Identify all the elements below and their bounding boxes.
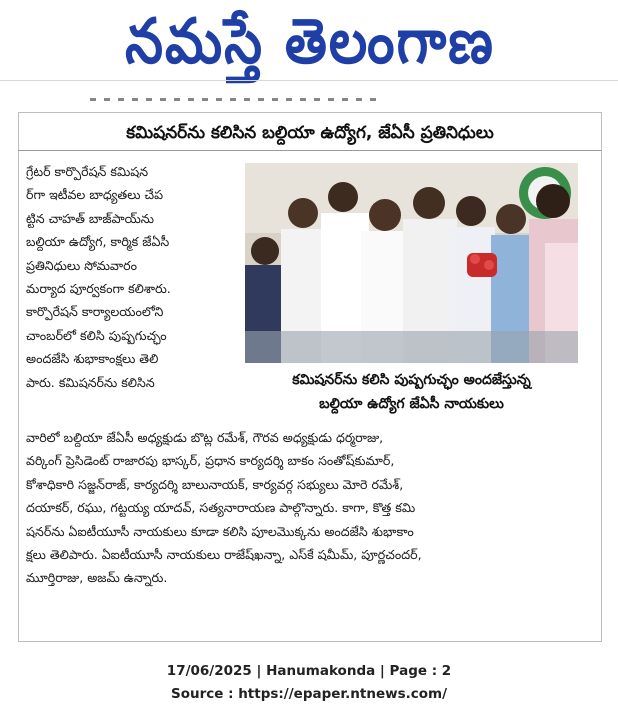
body-line: క్షలు తెలిపారు. ఏఐటీయూసీ నాయకులు రాజేష్‌ఖన్నా, ఎస్‌కే షమీమ్, పూర్ణచందర్, [26, 547, 422, 563]
column-line: మర్యాద పూర్వకంగా కలిశారు. [26, 281, 171, 297]
clipping-cut-mark [90, 98, 380, 101]
caption-line: కమిషనర్‌ను కలిసి పుష్పగుచ్ఛం అందజేస్తున్న [292, 372, 531, 388]
article-headline: కమిషనర్‌ను కలిసిన బల్దియా ఉద్యోగ, జేఏసీ ప్రతినిధులు [18, 116, 602, 151]
masthead-divider [0, 80, 618, 81]
body-line: వర్కింగ్ ప్రెసిడెంట్ రాజారపు భాస్కర్, ప్రధాన కార్యదర్శి బాకం సంతోష్‌కుమార్, [26, 453, 395, 469]
caption-line: బల్దియా ఉద్యోగ జేఏసీ నాయకులు [319, 396, 504, 412]
dateline: 17/06/2025 | Hanumakonda | Page : 2 [166, 663, 452, 679]
column-line: అందజేసి శుభాకాంక్షలు తెలి [26, 351, 159, 367]
article-column-text [26, 160, 248, 394]
newspaper-masthead: నమస్తే తెలంగాణ [125, 5, 495, 78]
body-line: వారిలో బల్దియా జేఏసీ అధ్యక్షుడు బొట్ల రమేశ్, గౌరవ అధ్యక్షుడు ధర్మరాజు, [26, 430, 384, 445]
column-line: పారు. కమిషనర్‌ను కలిసిన [26, 374, 155, 390]
column-line: ట్టిన చాహత్ బాజ్‌పాయ్‌ను [26, 210, 154, 226]
article-full-width-text [26, 426, 578, 590]
column-line: చాంబర్‌లో కలిసి పుష్పగుచ్ఛం [26, 327, 167, 343]
body-line: షనర్‌ను ఏఐటీయూసీ నాయకులు కూడా కలిసి పూలమొక్కను అందజేసి శుభాకాం [26, 523, 414, 539]
body-line: కోశాధికారి సజ్జన్‌రాజ్, కార్యదర్శి బాలునాయక్, కార్యవర్గ సభ్యులు మోరె రమేశ్, [26, 476, 404, 492]
body-line: దయాకర్, రఘు, గట్టయ్య యాదవ్, సత్యనారాయణ పాల్గొన్నారు. కాగా, కొత్త కమి [26, 500, 416, 516]
article-photo [245, 163, 578, 363]
column-line: ర్‌గా ఇటీవల బాధ్యతలు చేప [26, 187, 164, 203]
column-line: కార్పొరేషన్ కార్యాలయంలోని [26, 304, 164, 320]
column-line: గ్రేటర్ కార్పొరేషన్ కమిషన [26, 164, 149, 179]
body-line: మూర్తిరాజు, అజమ్ ఉన్నారు. [26, 570, 168, 586]
article-photo-illustration [245, 163, 578, 363]
column-line: ప్రతినిధులు సోమవారం [26, 257, 137, 273]
column-line: బల్దియా ఉద్యోగ, కార్మిక జేఏసీ [26, 234, 170, 250]
source-link[interactable]: Source : https://epaper.ntnews.com/ [170, 686, 448, 702]
photo-caption [245, 368, 578, 420]
epaper-footer [0, 660, 618, 706]
